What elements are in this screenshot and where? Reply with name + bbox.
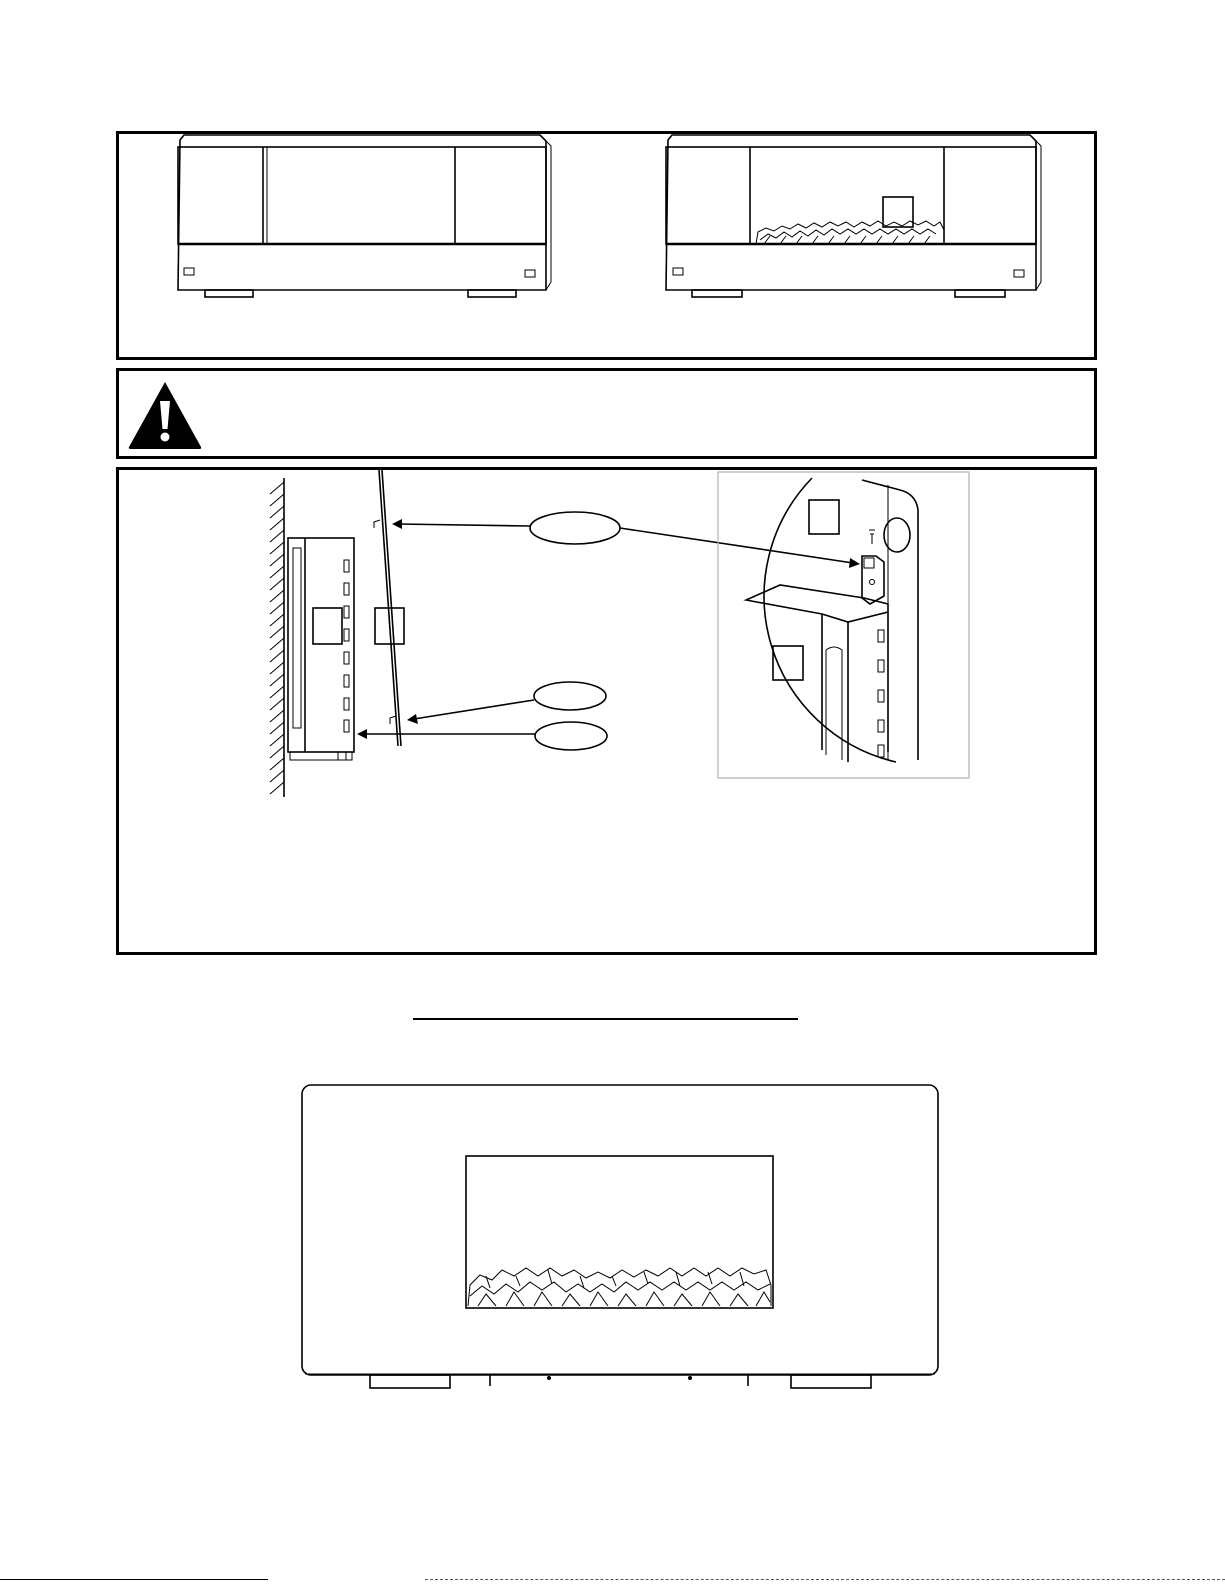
front-views-drawing	[119, 134, 1094, 357]
product-front-illustration	[296, 1080, 944, 1392]
footer-dashed-rule	[425, 1579, 1225, 1580]
installation-drawing	[119, 470, 1094, 952]
front-view-after	[666, 135, 1041, 297]
warning-panel	[116, 368, 1097, 459]
section-title-rule	[413, 1018, 798, 1020]
detail-label-box-top	[809, 500, 839, 534]
right-foot	[791, 1375, 871, 1388]
side-callout-bottom	[535, 722, 607, 750]
crystal-bed	[468, 1268, 771, 1306]
side-callouts	[357, 512, 860, 750]
front-view-before	[178, 135, 551, 297]
wall-hatch	[270, 478, 284, 797]
detail-view	[718, 472, 969, 778]
warning-triangle-icon	[127, 379, 203, 451]
heater-side-profile	[288, 538, 354, 760]
side-callout-top	[530, 512, 620, 544]
front-views-panel	[116, 131, 1097, 360]
glass-panel-side	[374, 470, 404, 746]
installation-panel	[116, 467, 1097, 955]
side-label-box-1	[313, 608, 342, 644]
side-callout-middle	[534, 682, 606, 710]
left-foot	[370, 1375, 450, 1388]
footer-link-underline	[0, 1579, 268, 1580]
